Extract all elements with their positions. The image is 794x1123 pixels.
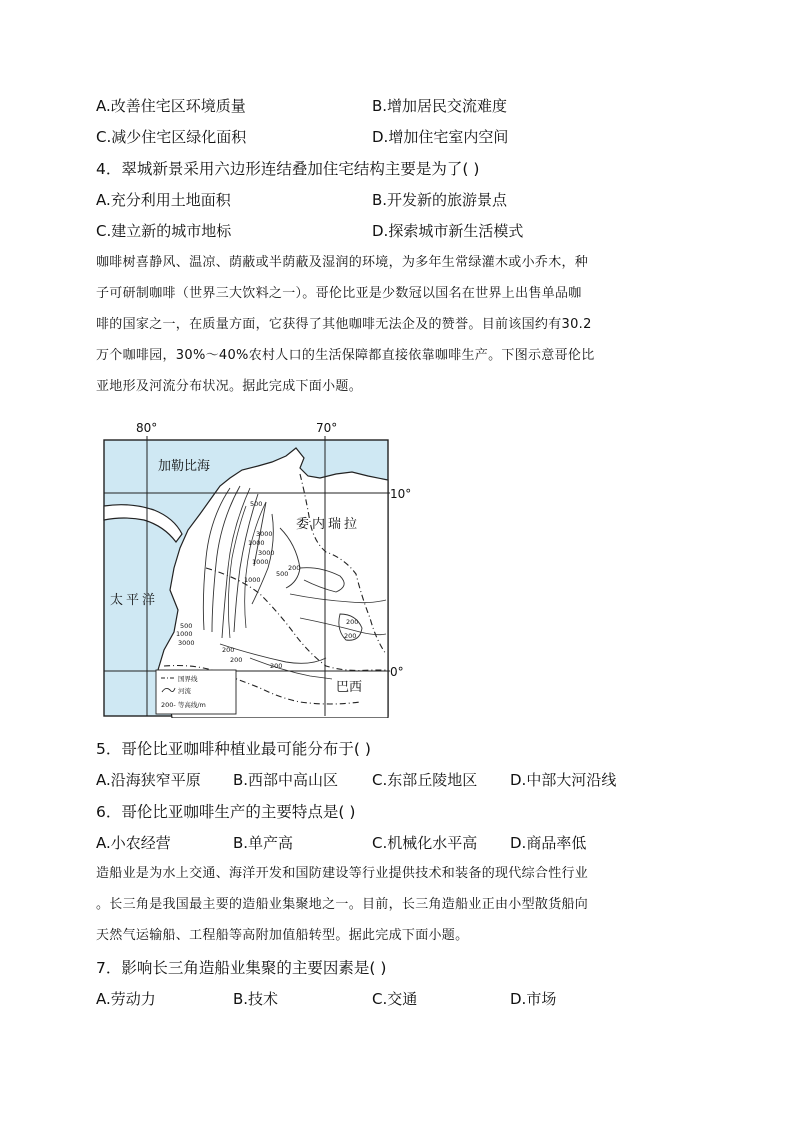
question-7-stem: 7．影响长三角造船业集聚的主要因素是( ): [96, 959, 387, 977]
contour-label: 500: [250, 500, 263, 508]
q4-option-c[interactable]: C.建立新的城市地标: [96, 222, 232, 240]
caribbean-sea-label: 加勒比海: [158, 459, 211, 474]
q6-option-a[interactable]: A.小农经营: [96, 834, 171, 852]
coffee-passage-line-1: 咖啡树喜静风、温凉、荫蔽或半荫蔽及湿润的环境，为多年生常绿灌木或小乔木，种: [96, 255, 589, 270]
contour-label: 200: [346, 618, 359, 626]
legend-contour-label: 200- 等高线/m: [161, 701, 206, 709]
contour-label: 200: [270, 662, 283, 670]
q3-option-d[interactable]: D.增加住宅室内空间: [372, 128, 509, 146]
q5-option-c[interactable]: C.东部丘陵地区: [372, 771, 478, 789]
q4-option-a[interactable]: A.充分利用土地面积: [96, 191, 231, 209]
question-5-stem: 5．哥伦比亚咖啡种植业最可能分布于( ): [96, 740, 371, 758]
q6-option-d[interactable]: D.商品率低: [510, 834, 587, 852]
q4-option-d[interactable]: D.探索城市新生活模式: [372, 222, 524, 240]
contour-label: 200: [344, 632, 357, 640]
contour-label: 1000: [248, 539, 265, 547]
lon-70-label: 70°: [316, 421, 338, 435]
question-6-stem: 6．哥伦比亚咖啡生产的主要特点是( ): [96, 803, 356, 821]
contour-label: 1000: [176, 630, 193, 638]
q7-option-d[interactable]: D.市场: [510, 990, 557, 1008]
q6-option-c[interactable]: C.机械化水平高: [372, 834, 478, 852]
coffee-passage-line-3: 啡的国家之一，在质量方面，它获得了其他咖啡无法企及的赞誉。目前该国约有30.2: [96, 317, 592, 332]
contour-label: 1000: [252, 558, 269, 566]
q5-option-b[interactable]: B.西部中高山区: [233, 771, 339, 789]
lat-0-label: 0°: [390, 665, 404, 679]
q5-option-d[interactable]: D.中部大河沿线: [510, 771, 617, 789]
brazil-label: 巴西: [336, 680, 363, 695]
contour-label: 200: [222, 646, 235, 654]
contour-label: 3000: [258, 549, 275, 557]
colombia-terrain-map: [100, 418, 420, 718]
q3-option-c[interactable]: C.减少住宅区绿化面积: [96, 128, 247, 146]
legend-border-label: 国界线: [178, 675, 198, 683]
contour-label: 1000: [244, 576, 261, 584]
lon-80-label: 80°: [136, 421, 158, 435]
ship-passage-line-1: 造船业是为水上交通、海洋开发和国防建设等行业提供技术和装备的现代综合性行业: [96, 866, 589, 881]
lat-10-label: 10°: [390, 487, 412, 501]
map-svg: [100, 418, 420, 718]
venezuela-label: 委内瑞拉: [296, 517, 361, 532]
contour-label: 200: [230, 656, 243, 664]
q7-option-b[interactable]: B.技术: [233, 990, 279, 1008]
contour-label: 3000: [256, 530, 273, 538]
legend-river-label: 河流: [178, 687, 191, 695]
coffee-passage-line-5: 亚地形及河流分布状况。据此完成下面小题。: [96, 379, 363, 394]
coffee-passage-line-4: 万个咖啡园，30%～40%农村人口的生活保障都直接依靠咖啡生产。下图示意哥伦比: [96, 348, 595, 363]
q3-option-b[interactable]: B.增加居民交流难度: [372, 97, 508, 115]
q7-option-a[interactable]: A.劳动力: [96, 990, 156, 1008]
q3-option-a[interactable]: A.改善住宅区环境质量: [96, 97, 246, 115]
q7-option-c[interactable]: C.交通: [372, 990, 418, 1008]
q6-option-b[interactable]: B.单产高: [233, 834, 294, 852]
contour-label: 500: [276, 570, 289, 578]
contour-label: 200: [288, 564, 301, 572]
pacific-ocean-label: 太平洋: [110, 593, 159, 608]
ship-passage-line-2: 。长三角是我国最主要的造船业集聚地之一。目前，长三角造船业正由小型散货船向: [96, 897, 589, 912]
contour-label: 500: [180, 622, 193, 630]
contour-label: 3000: [178, 639, 195, 647]
q5-option-a[interactable]: A.沿海狭窄平原: [96, 771, 201, 789]
coffee-passage-line-2: 子可研制咖啡（世界三大饮料之一）。哥伦比亚是少数冠以国名在世界上出售单品咖: [96, 286, 582, 301]
ship-passage-line-3: 天然气运输船、工程船等高附加值船转型。据此完成下面小题。: [96, 928, 469, 943]
q4-option-b[interactable]: B.开发新的旅游景点: [372, 191, 508, 209]
question-4-stem: 4．翠城新景采用六边形连结叠加住宅结构主要是为了( ): [96, 160, 480, 178]
